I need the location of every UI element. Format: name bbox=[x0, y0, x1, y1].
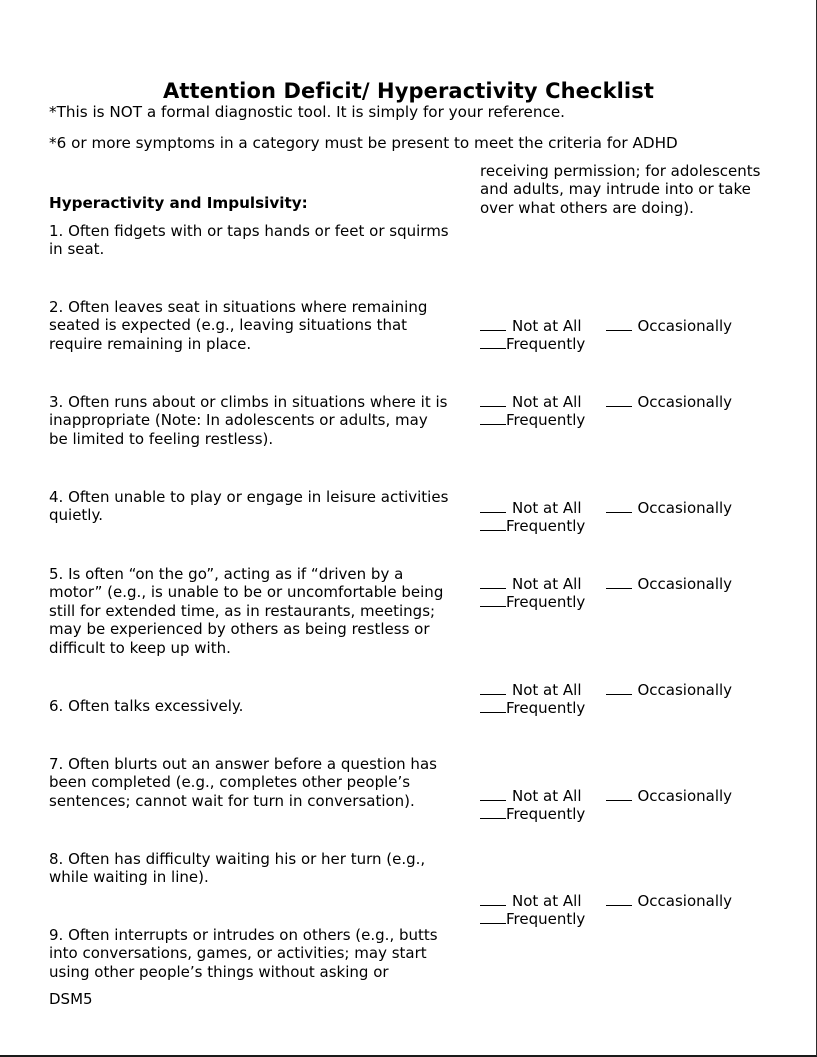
blank-not-at-all[interactable] bbox=[480, 790, 506, 801]
blank-occasionally[interactable] bbox=[606, 396, 632, 407]
rating-scale-row bbox=[480, 892, 800, 929]
blank-frequently[interactable] bbox=[480, 808, 506, 819]
option-label-frequently: Frequently bbox=[506, 411, 586, 430]
rating-row-line-secondary bbox=[480, 593, 800, 611]
rating-row-line-secondary bbox=[480, 699, 800, 717]
symptom-item-6: 6. Often talks excessively. bbox=[49, 697, 244, 715]
rating-row-line-primary bbox=[480, 681, 800, 699]
blank-not-at-all[interactable] bbox=[480, 895, 506, 906]
option-label-occasionally: Occasionally bbox=[637, 393, 733, 411]
rating-row-line-secondary bbox=[480, 805, 800, 823]
blank-occasionally[interactable] bbox=[606, 684, 632, 695]
symptom-9-continuation-text: receiving permission; for adolescents and adults, may intrude into or take over what others are doing). bbox=[480, 162, 761, 217]
blank-not-at-all[interactable] bbox=[480, 396, 506, 407]
rating-row-line-secondary bbox=[480, 335, 800, 353]
symptom-item-8: 8. Often has difficulty waiting his or her turn (e.g., while waiting in line). bbox=[49, 850, 426, 887]
blank-frequently[interactable] bbox=[480, 913, 506, 924]
option-label-occasionally: Occasionally bbox=[637, 575, 733, 593]
rating-row-line-primary bbox=[480, 393, 800, 411]
blank-occasionally[interactable] bbox=[606, 578, 632, 589]
symptom-item-2: 2. Often leaves seat in situations where remaining seated is expected (e.g., leaving situations that require remaining in place. bbox=[49, 298, 428, 353]
option-label-not-at-all: Not at All bbox=[512, 681, 582, 699]
symptom-item-4: 4. Often unable to play or engage in leisure activities quietly. bbox=[49, 488, 449, 525]
option-label-frequently: Frequently bbox=[506, 805, 586, 824]
disclaimer-note-1: *This is NOT a formal diagnostic tool. It is simply for your reference. bbox=[49, 103, 565, 121]
blank-occasionally[interactable] bbox=[606, 320, 632, 331]
option-label-occasionally: Occasionally bbox=[637, 317, 733, 335]
blank-not-at-all[interactable] bbox=[480, 320, 506, 331]
source-reference: DSM5 bbox=[49, 990, 93, 1008]
symptom-item-5: 5. Is often “on the go”, acting as if “driven by a motor” (e.g., is unable to be or uncomfortable being still for extended time, as in restaurants, meetings; may be experienced by others as being restless or difficult to keep up with. bbox=[49, 565, 444, 657]
option-label-frequently: Frequently bbox=[506, 517, 586, 536]
blank-frequently[interactable] bbox=[480, 338, 506, 349]
option-label-frequently: Frequently bbox=[506, 335, 586, 354]
section-heading-hyperactivity: Hyperactivity and Impulsivity: bbox=[49, 194, 308, 212]
option-label-not-at-all: Not at All bbox=[512, 393, 582, 411]
blank-not-at-all[interactable] bbox=[480, 684, 506, 695]
rating-scale-row bbox=[480, 681, 800, 718]
disclaimer-note-2: *6 or more symptoms in a category must be present to meet the criteria for ADHD bbox=[49, 134, 678, 152]
option-label-not-at-all: Not at All bbox=[512, 575, 582, 593]
rating-row-line-primary bbox=[480, 317, 800, 335]
blank-occasionally[interactable] bbox=[606, 895, 632, 906]
rating-row-line-primary bbox=[480, 787, 800, 805]
blank-not-at-all[interactable] bbox=[480, 502, 506, 513]
blank-frequently[interactable] bbox=[480, 520, 506, 531]
symptom-item-3: 3. Often runs about or climbs in situations where it is inappropriate (Note: In adolescents or adults, may be limited to feeling restless). bbox=[49, 393, 448, 448]
page-title: Attention Deficit/ Hyperactivity Checklist bbox=[163, 79, 654, 104]
symptom-item-9: 9. Often interrupts or intrudes on others (e.g., butts into conversations, games, or activities; may start using other people’s things without asking or bbox=[49, 926, 438, 981]
option-label-frequently: Frequently bbox=[506, 593, 586, 612]
rating-scale-row bbox=[480, 393, 800, 430]
option-label-occasionally: Occasionally bbox=[637, 681, 733, 699]
rating-scale-row bbox=[480, 499, 800, 536]
symptom-item-7: 7. Often blurts out an answer before a question has been completed (e.g., completes other people’s sentences; cannot wait for turn in conversation). bbox=[49, 755, 437, 810]
blank-frequently[interactable] bbox=[480, 702, 506, 713]
option-label-not-at-all: Not at All bbox=[512, 317, 582, 335]
symptom-item-1: 1. Often fidgets with or taps hands or feet or squirms in seat. bbox=[49, 222, 449, 259]
rating-row-line-primary bbox=[480, 575, 800, 593]
option-label-occasionally: Occasionally bbox=[637, 892, 733, 910]
rating-scale-row bbox=[480, 575, 800, 612]
rating-row-line-secondary bbox=[480, 910, 800, 928]
option-label-not-at-all: Not at All bbox=[512, 787, 582, 805]
rating-scale-row bbox=[480, 317, 800, 354]
rating-row-line-secondary bbox=[480, 411, 800, 429]
rating-row-line-primary bbox=[480, 499, 800, 517]
blank-not-at-all[interactable] bbox=[480, 578, 506, 589]
option-label-frequently: Frequently bbox=[506, 699, 586, 718]
rating-scale-row bbox=[480, 787, 800, 824]
option-label-occasionally: Occasionally bbox=[637, 787, 733, 805]
option-label-not-at-all: Not at All bbox=[512, 499, 582, 517]
option-label-frequently: Frequently bbox=[506, 910, 586, 929]
blank-frequently[interactable] bbox=[480, 414, 506, 425]
blank-occasionally[interactable] bbox=[606, 502, 632, 513]
blank-frequently[interactable] bbox=[480, 596, 506, 607]
option-label-not-at-all: Not at All bbox=[512, 892, 582, 910]
rating-row-line-secondary bbox=[480, 517, 800, 535]
blank-occasionally[interactable] bbox=[606, 790, 632, 801]
rating-row-line-primary bbox=[480, 892, 800, 910]
option-label-occasionally: Occasionally bbox=[637, 499, 733, 517]
